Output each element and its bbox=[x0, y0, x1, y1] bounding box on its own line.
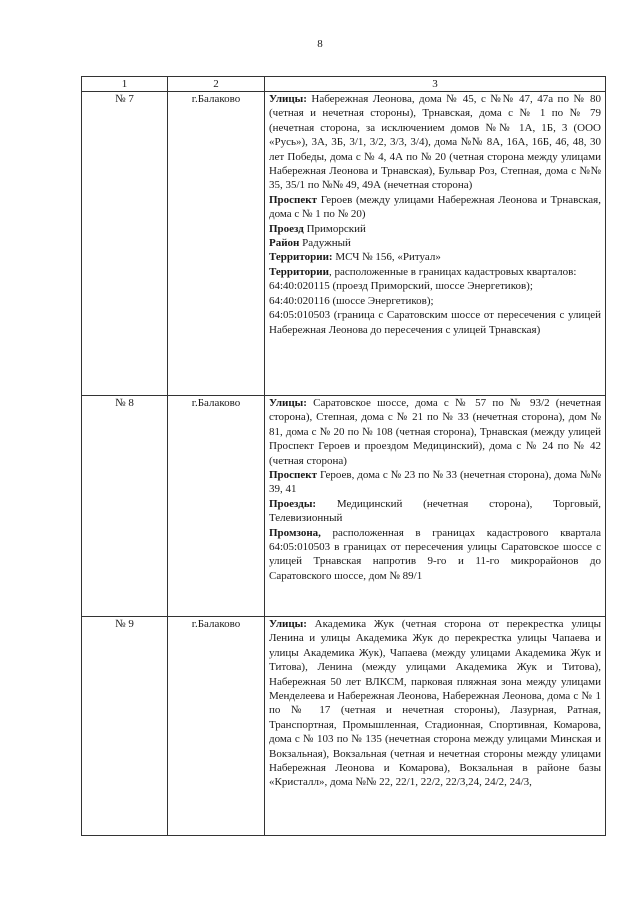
address-list bbox=[265, 92, 606, 396]
address-entry: 64:05:010503 (граница с Саратовским шоссе от пересечения с улицей Набережная Леонова до пересечения с улицей Трнавская) bbox=[269, 309, 601, 336]
district-number: № 7 bbox=[82, 92, 168, 396]
table-row bbox=[82, 617, 606, 836]
address-list bbox=[265, 396, 606, 617]
table-header-row bbox=[82, 77, 606, 92]
address-entry: 64:40:020115 (проезд Приморский, шоссе Энергетиков); bbox=[269, 280, 533, 293]
districts-table bbox=[81, 76, 606, 836]
address-entry: Улицы: Академика Жук (четная сторона от перекрестка улицы Ленина и улицы Академика Жук до перекрестка улицы Чапаева и улицы Академика Жук), Чапаева (между улицами Академика Жук и Титова), Ленина (между улицами Академика Жук и Титова), Набережная 50 лет ВЛКСМ, парковая пляжная зона между улицами Менделеева и Набережная Леонова, Набережная Леонова, дома с № 1 по № 17 (четная и нечетная стороны), Лазурная, Ратная, Транспортная, Промышленная, Стадионная, Спортивная, Комарова, дома с № 103 по № 135 (нечетная сторона между улицами Минская и Вокзальная), Вокзальная (четная и нечетная стороны между улицами Набережная Леонова и Комарова), Вокзальная в районе базы «Кристалл», дома №№ 22, 22/1, 22/2, 22/3,24, 24/2, 24/3, bbox=[269, 618, 601, 789]
header-col-1: 1 bbox=[82, 77, 168, 92]
city-name: г.Балаково bbox=[168, 92, 265, 396]
address-entry: 64:40:020116 (шоссе Энергетиков); bbox=[269, 294, 434, 307]
city-name: г.Балаково bbox=[168, 396, 265, 617]
address-entry: Район Радужный bbox=[269, 237, 351, 250]
address-entry: Улицы: Набережная Леонова, дома № 45, с №№ 47, 47а по № 80 (четная и нечетная стороны), Трнавская, дома с № 1 по № 79 (нечетная сторона, за исключением домов №№ 1А, 1Б, 3 (ООО «Русь»), 3А, 3Б, 3/1, 3/2, 3/3, 3/4), дома №№ 8А, 16А, 16Б, 46, 48, 30 лет Победы, дома с № 4, 4А по № 20 (четная сторона между улицами Набережная Леонова и Трнавская), Бульвар Роз, Степная, дома с №№ 35, 35/1 по №№ 49, 49А (нечетная сторона) bbox=[269, 93, 601, 192]
table-row bbox=[82, 396, 606, 617]
district-number: № 9 bbox=[82, 617, 168, 836]
address-entry: Проспект Героев (между улицами Набережная Леонова и Трнавская, дома с № 1 по № 20) bbox=[269, 193, 601, 221]
address-entry: Проспект Героев, дома с № 23 по № 33 (нечетная сторона), дома №№ 39, 41 bbox=[269, 469, 601, 496]
address-entry: Территории: МСЧ № 156, «Ритуал» bbox=[269, 251, 441, 264]
address-entry: Территории, расположенные в границах кадастровых кварталов: bbox=[269, 265, 577, 278]
header-col-2: 2 bbox=[168, 77, 265, 92]
address-entry: Улицы: Саратовское шоссе, дома с № 57 по № 93/2 (нечетная сторона), Степная, дома с № 21 по № 33 (нечетная сторона), дом № 81, дома с № 20 по № 108 (четная сторона), Трнавская (между улицей Проспект Героев и проездом Медицинский), дома с № 24 по № 42 (четная сторона) bbox=[269, 397, 601, 467]
address-entry: Проезды: Медицинский (нечетная сторона), Торговый, Телевизионный bbox=[269, 497, 601, 525]
address-entry: Проезд Приморский bbox=[269, 222, 366, 235]
address-list bbox=[265, 617, 606, 836]
table-row bbox=[82, 92, 606, 396]
district-number: № 8 bbox=[82, 396, 168, 617]
header-col-3: 3 bbox=[265, 77, 606, 92]
address-entry: Промзона, расположенная в границах кадастрового квартала 64:05:010503 в границах от пересечения улицы Саратовское шоссе с улицей Трнавская напротив 9-го и 11-го микрорайонов до Саратовского шоссе, дом № 89/1 bbox=[269, 526, 601, 582]
city-name: г.Балаково bbox=[168, 617, 265, 836]
page-number: 8 bbox=[317, 38, 323, 50]
